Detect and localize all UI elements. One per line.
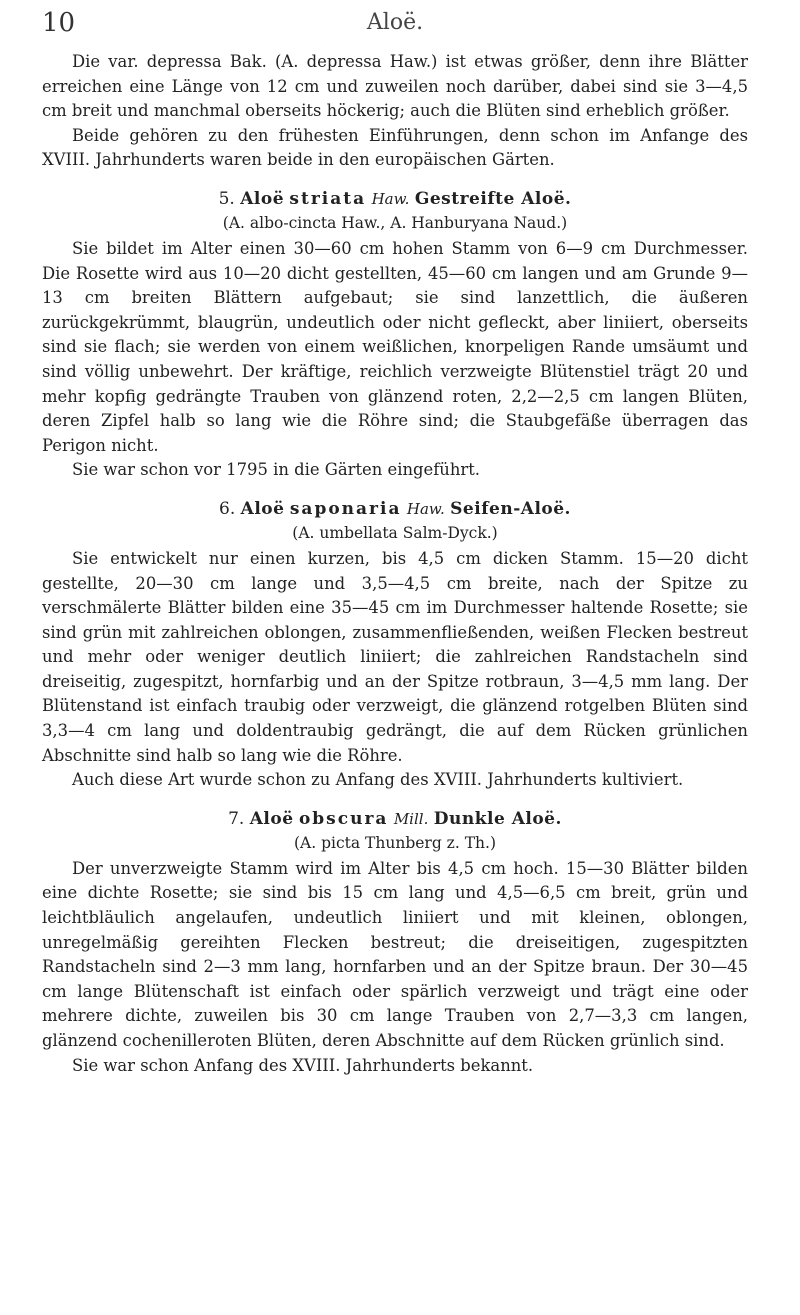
entry-number: 7.	[228, 808, 245, 829]
entry-paragraph: Sie bildet im Alter einen 30—60 cm hohen Stamm von 6—9 cm Durchmesser. Die Rosette wird aus 10—20 dicht gestellten, 45—60 cm langen und am Grunde 9—13 cm breiten Blättern aufgebaut; sie sind lanzettlich, die äußeren zurückgekrümmt, blaugrün, undeutlich oder nicht gefleckt, aber liniiert, oberseits sind sie flach; sie werden von einem weißlichen, knorpeligen Rande umsäumt und sind völlig unbewehrt. Der kräftige, reichlich verzweigte Blütenstiel trägt 20 und mehr kopfig gedrängte Trauben von glänzend roten, 2,2—2,5 cm langen Blüten, deren Zipfel halb so lang wie die Röhre sind; die Staubgefäße überragen das Perigon nicht.	[42, 238, 748, 455]
entry-author: Mill.	[393, 809, 429, 828]
entry-number: 5.	[218, 188, 235, 209]
entry-heading	[42, 497, 748, 521]
species-entry	[42, 497, 748, 793]
intro-paragraph: Beide gehören zu den frühesten Einführungen, denn schon im Anfange des XVIII. Jahrhunderts waren beide in den europäischen Gärten.	[42, 125, 748, 170]
entry-author: Haw.	[406, 499, 445, 518]
entry-author: Haw.	[371, 189, 410, 208]
entry-genus: Aloë	[249, 808, 294, 829]
entry-synonyms: (A. albo-cincta Haw., A. Hanburyana Naud.)	[222, 213, 568, 232]
entry-common-name: Seifen-Aloë.	[450, 498, 571, 519]
entry-species: obscura	[298, 808, 389, 829]
entry-paragraph: Sie entwickelt nur einen kurzen, bis 4,5 cm dicken Stamm. 15—20 dicht gestellte, 20—30 cm lange und 3,5—4,5 cm breite, nach der Spitze zu verschmälerte Blätter bilden eine 35—45 cm im Durchmesser haltende Rosette; sie sind grün mit zahlreichen oblongen, zusammenfließenden, weißen Flecken bestreut und mehr oder weniger deutlich liniiert; die zahlreichen Randstacheln sind dreiseitig, zugespitzt, hornfarbig und an der Spitze rotbraun, 3—4,5 mm lang. Der Blütenstand ist einfach traubig oder verzweigt, die glänzend rotgelben Blüten sind 3,3—4 cm lang und doldentraubig gedrängt, die auf dem Rücken grünlichen Abschnitte sind halb so lang wie die Röhre.	[42, 548, 748, 765]
entry-synonyms: (A. umbellata Salm-Dyck.)	[292, 523, 498, 542]
intro-paragraph: Die var. depressa Bak. (A. depressa Haw.) ist etwas größer, denn ihre Blätter erreichen eine Länge von 12 cm und zuweilen noch darüber, dabei sind sie 3—4,5 cm breit und manchmal oberseits höckerig; auch die Blüten sind erheblich größer.	[42, 52, 748, 121]
running-head	[42, 0, 748, 48]
entry-heading	[42, 187, 748, 211]
entry-paragraph: Sie war schon vor 1795 in die Gärten eingeführt.	[72, 460, 481, 480]
entry-synonyms: (A. picta Thunberg z. Th.)	[293, 833, 496, 852]
species-entry	[42, 187, 748, 483]
entry-common-name: Dunkle Aloë.	[433, 808, 562, 829]
species-entry	[42, 807, 748, 1078]
entry-paragraph: Der unverzweigte Stamm wird im Alter bis 4,5 cm hoch. 15—30 Blätter bilden eine dichte Rosette; sie sind bis 15 cm lang und 4,5—6,5 cm breit, grün und leichtbläulich angelaufen, undeutlich liniiert und mit kleinen, oblongen, unregelmäßig gereihten Flecken bestreut; die dreiseitigen, zugespitzten Randstacheln sind 2—3 mm lang, hornfarben und an der Spitze braun. Der 30—45 cm lange Blütenschaft ist einfach oder spärlich verzweigt und trägt eine oder mehrere dichte, zuweilen bis 30 cm lange Trauben von 2,7—3,3 cm langen, glänzend cochenilleroten Blüten, deren Abschnitte auf dem Rücken grünlich sind.	[42, 858, 748, 1050]
entry-common-name: Gestreifte Aloë.	[414, 188, 572, 209]
entry-genus: Aloë	[240, 188, 285, 209]
entry-paragraph: Sie war schon Anfang des XVIII. Jahrhunderts bekannt.	[72, 1055, 534, 1075]
entry-number: 6.	[219, 498, 236, 519]
page-number: 10	[42, 8, 76, 38]
entry-species: striata	[289, 188, 367, 209]
running-title: Aloë.	[366, 10, 424, 35]
entry-heading	[42, 807, 748, 831]
entry-species: saponaria	[289, 498, 402, 519]
entry-paragraph: Auch diese Art wurde schon zu Anfang des XVIII. Jahrhunderts kultiviert.	[72, 770, 684, 790]
entry-genus: Aloë	[240, 498, 285, 519]
